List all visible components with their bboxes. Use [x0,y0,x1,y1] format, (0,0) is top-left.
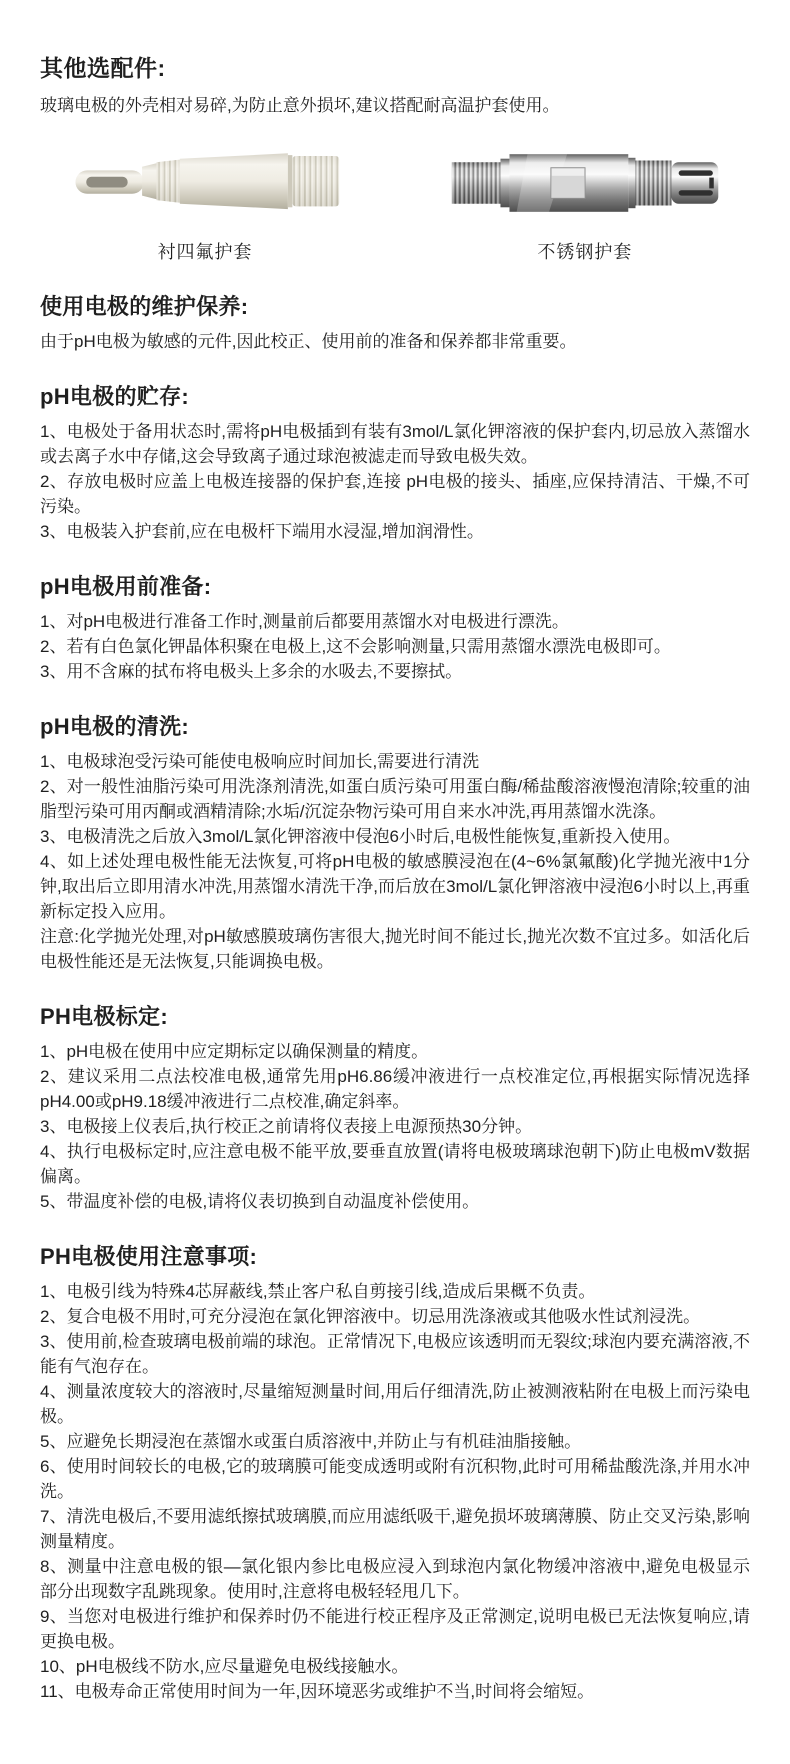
section-title: PH电极使用注意事项: [40,1244,258,1269]
section-paragraph: 10、pH电极线不防水,应尽量避免电极线接触水。 [40,1657,409,1676]
section-paragraph: 注意:化学抛光处理,对pH敏感膜玻璃伤害很大,抛光时间不能过长,抛光次数不宜过多。如活化后电极性能还是无法恢复,只能调换电极。 [40,927,750,971]
section-paragraph: 2、对一般性油脂污染可用洗涤剂清洗,如蛋白质污染可用蛋白酶/稀盐酸溶液慢泡清除;较重的油脂型污染可用丙酮或酒精清除;水垢/沉淀杂物污染可用自来水冲洗,再用蒸馏水洗涤。 [40,777,750,821]
section-paragraph: 由于pH电极为敏感的元件,因此校正、使用前的准备和保养都非常重要。 [40,332,577,351]
section-paragraph: 11、电极寿命正常使用时间为一年,因环境恶劣或维护不当,时间将会缩短。 [40,1682,595,1701]
section-paragraph: 2、若有白色氯化钾晶体积聚在电极上,这不会影响测量,只需用蒸馏水漂洗电极即可。 [40,637,671,656]
section-paragraph: 3、电极清洗之后放入3mol/L氯化钾溶液中侵泡6小时后,电极性能恢复,重新投入使用。 [40,827,681,846]
section-paragraph: 2、存放电极时应盖上电极连接器的保护套,连接 pH电极的接头、插座,应保持清洁、干燥,不可污染。 [40,472,750,516]
section-paragraph: 3、电极装入护套前,应在电极杆下端用水浸湿,增加润滑性。 [40,522,484,541]
section-title: PH电极标定: [40,1004,168,1029]
section-paragraph: 1、对pH电极进行准备工作时,测量前后都要用蒸馏水对电极进行漂洗。 [40,612,569,631]
section-paragraph: 1、电极球泡受污染可能使电极响应时间加长,需要进行清洗 [40,752,480,771]
section-0 [40,290,750,354]
section-paragraph: 1、pH电极在使用中应定期标定以确保测量的精度。 [40,1042,429,1061]
section-paragraph: 3、电极接上仪表后,执行校正之前请将仪表接上电源预热30分钟。 [40,1117,533,1136]
section-paragraph: 8、测量中注意电极的银—氯化银内参比电极应浸入到球泡内氯化物缓冲溶液中,避免电极显示部分出现数字乱跳现象。使用时,注意将电极轻轻甩几下。 [40,1557,750,1601]
section-3 [40,710,750,974]
section-paragraph: 1、电极引线为特殊4芯屏蔽线,禁止客户私自剪接引线,造成后果概不负责。 [40,1282,596,1301]
accessories-intro: 玻璃电极的外壳相对易碎,为防止意外损坏,建议搭配耐高温护套使用。 [40,96,560,115]
section-paragraph: 9、当您对电极进行维护和保养时仍不能进行校正程序及正常测定,说明电极已无法恢复响应,请更换电极。 [40,1607,750,1651]
ptfe-sleeve-image [40,138,370,228]
section-1 [40,380,750,544]
section-paragraph: 3、用不含麻的拭布将电极头上多余的水吸去,不要擦拭。 [40,662,463,681]
section-title: 使用电极的维护保养: [40,294,249,319]
product-ptfe-sleeve [40,138,370,264]
product-stainless-sleeve [420,138,750,264]
product-caption-stainless: 不锈钢护套 [537,242,633,262]
accessory-products [40,138,750,264]
section-paragraph: 1、电极处于备用状态时,需将pH电极插到有装有3mol/L氯化钾溶液的保护套内,切忌放入蒸馏水或去离子水中存储,这会导致离子通过球泡被滤走而导致电极失效。 [40,422,750,466]
section-paragraph: 4、执行电极标定时,应注意电极不能平放,要垂直放置(请将电极玻璃球泡朝下)防止电极mV数据偏离。 [40,1142,750,1186]
section-title: pH电极的贮存: [40,384,190,409]
section-4 [40,1000,750,1214]
section-5 [40,1240,750,1704]
section-paragraph: 6、使用时间较长的电极,它的玻璃膜可能变成透明或附有沉积物,此时可用稀盐酸洗涤,并用水冲洗。 [40,1457,750,1501]
section-paragraph: 2、复合电极不用时,可充分浸泡在氯化钾溶液中。切忌用洗涤液或其他吸水性试剂浸洗。 [40,1307,701,1326]
accessories-title: 其他选配件: [40,55,166,81]
section-title: pH电极的清洗: [40,714,190,739]
product-caption-ptfe: 衬四氟护套 [157,242,253,262]
section-paragraph: 7、清洗电极后,不要用滤纸擦拭玻璃膜,而应用滤纸吸干,避免损坏玻璃薄膜、防止交叉污染,影响测量精度。 [40,1507,750,1551]
sections [40,290,750,1704]
section-paragraph: 3、使用前,检查玻璃电极前端的球泡。正常情况下,电极应该透明而无裂纹;球泡内要充满溶液,不能有气泡存在。 [40,1332,750,1376]
section-2 [40,570,750,684]
section-paragraph: 4、测量浓度较大的溶液时,尽量缩短测量时间,用后仔细清洗,防止被测液粘附在电极上而污染电极。 [40,1382,750,1426]
section-title: pH电极用前准备: [40,574,212,599]
section-paragraph: 5、带温度补偿的电极,请将仪表切换到自动温度补偿使用。 [40,1192,480,1211]
section-paragraph: 4、如上述处理电极性能无法恢复,可将pH电极的敏感膜浸泡在(4~6%氯氟酸)化学抛光液中1分钟,取出后立即用清水冲洗,用蒸馏水清洗干净,而后放在3mol/L氯化钾溶液中浸泡6小时以上,再重新标定投入应用。 [40,852,750,921]
section-paragraph: 2、建议采用二点法校准电极,通常先用pH6.86缓冲液进行一点校准定位,再根据实际情况选择pH4.00或pH9.18缓冲液进行二点校准,确定斜率。 [40,1067,750,1111]
stainless-sleeve-image [420,138,750,228]
section-paragraph: 5、应避免长期浸泡在蒸馏水或蛋白质溶液中,并防止与有机硅油脂接触。 [40,1432,582,1451]
